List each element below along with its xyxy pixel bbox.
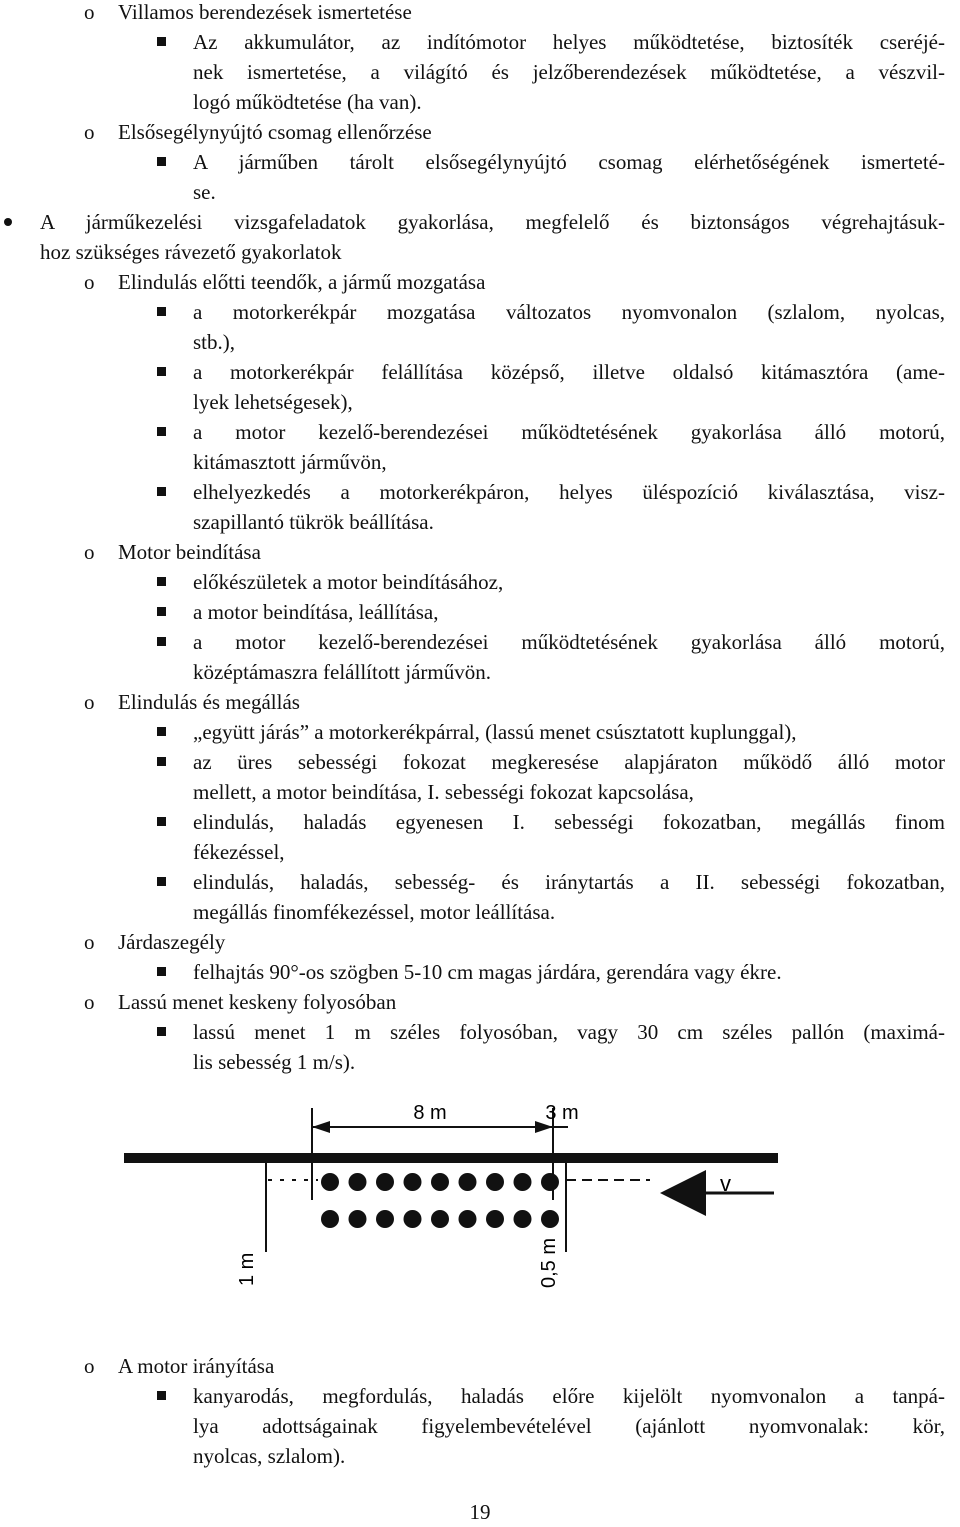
list-item-line: megállás finomfékezéssel, motor leállítása.	[193, 900, 556, 924]
dimension-arrowhead	[312, 1121, 330, 1133]
list-item-line: fékezéssel,	[193, 840, 285, 864]
list-item-line: középtámaszra felállított járművön.	[193, 660, 491, 684]
o-bullet-icon: o	[84, 0, 95, 24]
square-bullet-icon	[157, 757, 166, 766]
text-line: nek ismertetése, a világító és jelzőberendezések működtetése, a vészvil-	[193, 60, 945, 84]
square-bullet-icon	[157, 427, 166, 436]
list-item-line: lis sebesség 1 m/s).	[193, 1050, 356, 1074]
square-bullet-icon	[157, 157, 166, 166]
section-title-motor-beinditasa: Motor beindítása	[118, 540, 261, 564]
marker-dot	[486, 1173, 504, 1191]
square-bullet-icon	[157, 1391, 166, 1400]
dimension-label-3m: 3 m	[545, 1102, 579, 1124]
marker-dot	[431, 1210, 449, 1228]
list-item-line: előkészületek a motor beindításához,	[193, 570, 504, 594]
marker-dot	[404, 1210, 422, 1228]
square-bullet-icon	[157, 487, 166, 496]
speed-label: v	[720, 1171, 731, 1196]
list-item-line: kitámasztott járművön,	[193, 450, 387, 474]
marker-dot	[321, 1210, 339, 1228]
square-bullet-icon	[157, 307, 166, 316]
square-bullet-icon	[157, 1027, 166, 1036]
text-line: Az akkumulátor, az indítómotor helyes működtetése, biztosíték cseréjé-	[193, 30, 945, 54]
marker-dot	[459, 1173, 477, 1191]
square-bullet-icon	[157, 37, 166, 46]
marker-dot-row	[321, 1173, 559, 1191]
marker-dot	[404, 1173, 422, 1191]
o-bullet-icon: o	[84, 270, 95, 294]
list-item-line: stb.),	[193, 330, 235, 354]
list-item-line: mellett, a motor beindítása, I. sebességi fokozat kapcsolása,	[193, 780, 694, 804]
marker-dot	[376, 1173, 394, 1191]
list-item-line: nyolcas, szlalom).	[193, 1444, 346, 1468]
square-bullet-icon	[157, 727, 166, 736]
list-item-line: szapillantó tükrök beállítása.	[193, 510, 434, 534]
marker-dot	[486, 1210, 504, 1228]
corridor-diagram	[0, 1090, 960, 1310]
dimension-label-8m: 8 m	[413, 1102, 447, 1124]
list-item-line: elhelyezkedés a motorkerékpáron, helyes üléspozíció kiválasztása, visz-	[193, 480, 945, 504]
section-title-motor-iranyitasa: A motor irányítása	[118, 1354, 275, 1378]
text-line: logó működtetése (ha van).	[193, 90, 422, 114]
list-item-line: elindulás, haladás, sebesség- és iránytartás a II. sebességi fokozatban,	[193, 870, 945, 894]
dimension-label-1m: 1 m	[236, 1252, 258, 1286]
page-number: 19	[469, 1500, 491, 1524]
square-bullet-icon	[157, 967, 166, 976]
list-item-line: lyek lehetségesek),	[193, 390, 353, 414]
list-item-line: kanyarodás, megfordulás, haladás előre kijelölt nyomvonalon a tanpá-	[193, 1384, 945, 1408]
list-item-line: a motor kezelő-berendezései működtetésének gyakorlása álló motorú,	[193, 420, 945, 444]
o-bullet-icon: o	[84, 930, 95, 954]
marker-dot	[431, 1173, 449, 1191]
marker-dot	[514, 1210, 532, 1228]
square-bullet-icon	[157, 877, 166, 886]
square-bullet-icon	[157, 637, 166, 646]
square-bullet-icon	[157, 817, 166, 826]
list-item-line: a motor kezelő-berendezései működtetésének gyakorlása álló motorú,	[193, 630, 945, 654]
marker-dot	[459, 1210, 477, 1228]
square-bullet-icon	[157, 607, 166, 616]
marker-dot	[541, 1210, 559, 1228]
marker-dot	[541, 1173, 559, 1191]
marker-dot	[376, 1210, 394, 1228]
text-line: A járműben tárolt elsősegélynyújtó csomag elérhetőségének ismerteté-	[193, 150, 945, 174]
marker-dot	[321, 1173, 339, 1191]
list-item-line: elindulás, haladás egyenesen I. sebességi fokozatban, megállás finom	[193, 810, 945, 834]
main-bullet-line: A járműkezelési vizsgafeladatok gyakorlása, megfelelő és biztonságos végrehajtásuk-	[40, 210, 945, 234]
list-item-line: a motorkerékpár mozgatása változatos nyomvonalon (szlalom, nyolcas,	[193, 300, 945, 324]
o-bullet-icon: o	[84, 990, 95, 1014]
o-bullet-icon: o	[84, 540, 95, 564]
marker-dot	[349, 1173, 367, 1191]
direction-arrow-icon	[660, 1170, 706, 1216]
list-item-line: a motorkerékpár felállítása középső, illetve oldalsó kitámasztóra (ame-	[193, 360, 945, 384]
square-bullet-icon	[157, 577, 166, 586]
square-bullet-icon	[157, 367, 166, 376]
o-bullet-icon: o	[84, 120, 95, 144]
section-title-elindulas-elotti: Elindulás előtti teendők, a jármű mozgatása	[118, 270, 486, 294]
list-item-line: a motor beindítása, leállítása,	[193, 600, 439, 624]
list-item-line: felhajtás 90°-os szögben 5-10 cm magas járdára, gerendára vagy ékre.	[193, 960, 782, 984]
list-item-line: az üres sebességi fokozat megkeresése alapjáraton működő álló motor	[193, 750, 945, 774]
o-bullet-icon: o	[84, 1354, 95, 1378]
list-item-line: „együtt járás” a motorkerékpárral, (lassú menet csúsztatott kuplunggal),	[193, 720, 797, 744]
section-title-jardaszegely: Járdaszegély	[118, 930, 226, 954]
section-title-elindulas-megallas: Elindulás és megállás	[118, 690, 300, 714]
section-title-elsosegely: Elsősegélynyújtó csomag ellenőrzése	[118, 120, 432, 144]
o-bullet-icon: o	[84, 690, 95, 714]
main-bullet-line: hoz szükséges rávezető gyakorlatok	[40, 240, 342, 264]
list-item-line: lassú menet 1 m széles folyosóban, vagy 30 cm széles pallón (maximá-	[193, 1020, 945, 1044]
text-line: se.	[193, 180, 216, 204]
marker-dot	[514, 1173, 532, 1191]
dimension-label-05m: 0,5 m	[538, 1237, 560, 1288]
section-title-lassu-menet: Lassú menet keskeny folyosóban	[118, 990, 397, 1014]
section-title-villamos: Villamos berendezések ismertetése	[118, 0, 412, 24]
list-item-line: lya adottságainak figyelembevételével (ajánlott nyomvonalak: kör,	[193, 1414, 945, 1438]
marker-dot	[349, 1210, 367, 1228]
marker-dot-row	[321, 1210, 559, 1228]
circle-bullet-icon	[4, 218, 12, 226]
